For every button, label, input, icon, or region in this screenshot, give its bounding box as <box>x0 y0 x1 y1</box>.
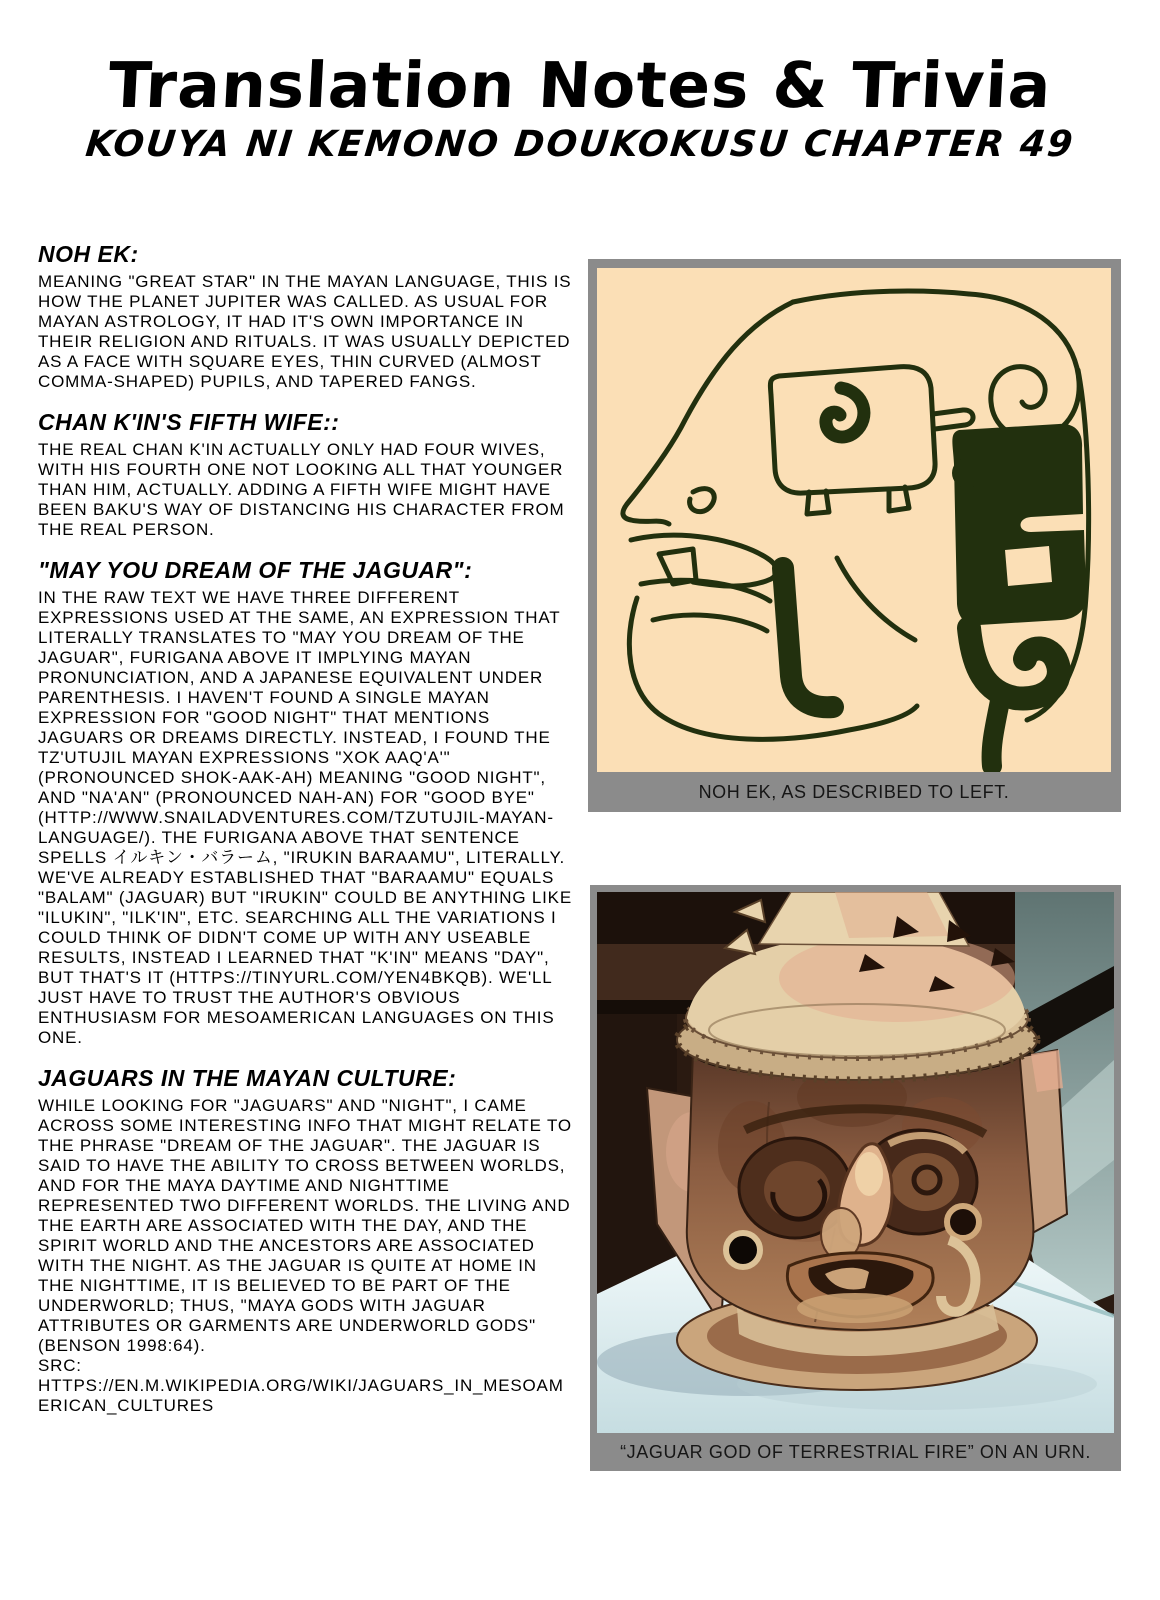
page-title: Translation Notes & Trivia <box>106 49 1054 123</box>
note-paragraph: WHILE LOOKING FOR "JAGUARS" AND "NIGHT", I CAME ACROSS SOME INTERESTING INFO THAT MIGHT RELATE TO THE PHRASE "DREAM OF THE JAGUAR". THE JAGUAR IS SAID TO HAVE THE ABILITY TO CROSS BETWEEN WORLDS, AND FOR THE MAYA DAYTIME AND NIGHTTIME REPRESENTED TWO DIFFERENT WORLDS. THE LIVING AND THE EARTH ARE ASSOCIATED WITH THE DAY, AND THE SPIRIT WORLD AND THE ANCESTORS ARE ASSOCIATED WITH THE NIGHT. AS THE JAGUAR IS QUITE AT HOME IN THE NIGHTTIME, IT IS BELIEVED TO BE PART OF THE UNDERWORLD; THUS, "MAYA GODS WITH JAGUAR ATTRIBUTES OR GARMENTS ARE UNDERWORLD GODS" (BENSON 1998:64). <box>38 1096 572 1355</box>
figure-urn <box>590 885 1121 1471</box>
note-heading: JAGUARS IN THE MAYAN CULTURE: <box>38 1065 457 1091</box>
page-subtitle: KOUYA NI KEMONO DOUKOKUSU CHAPTER 49 <box>83 123 1077 165</box>
figure-caption-urn: “JAGUAR GOD OF TERRESTRIAL FIRE” ON AN URN. <box>620 1441 1091 1462</box>
note-body <box>38 588 575 1048</box>
note-body <box>38 440 575 540</box>
note-paragraph: MEANING "GREAT STAR" IN THE MAYAN LANGUAGE, THIS IS HOW THE PLANET JUPITER WAS CALLED. AS USUAL FOR MAYAN ASTROLOGY, IT HAD IT'S OWN IMPORTANCE IN THEIR RELIGION AND RITUALS. IT WAS USUALLY DEPICTED AS A FACE WITH SQUARE EYES, THIN CURVED (ALMOST COMMA-SHAPED) PUPILS, AND TAPERED FANGS. <box>38 272 572 391</box>
note-heading: NOH EK: <box>38 241 139 267</box>
note-heading: "MAY YOU DREAM OF THE JAGUAR": <box>38 557 473 583</box>
note-paragraph: SRC: HTTPS://EN.M.WIKIPEDIA.ORG/WIKI/JAGUARS_IN_MESOAMERICAN_CULTURES <box>38 1356 564 1415</box>
figure-noh-ek <box>588 259 1121 812</box>
urn-photo-image <box>597 892 1114 1433</box>
note-body <box>38 1096 575 1416</box>
note-section <box>38 240 575 392</box>
note-section <box>38 556 575 1048</box>
note-paragraph: IN THE RAW TEXT WE HAVE THREE DIFFERENT EXPRESSIONS USED AT THE SAME, AN EXPRESSION THAT LITERALLY TRANSLATES TO "MAY YOU DREAM OF THE JAGUAR", FURIGANA ABOVE IT IMPLYING MAYAN PRONUNCIATION, AND A JAPANESE EQUIVALENT UNDER PARENTHESIS. I HAVEN'T FOUND A SINGLE MAYAN EXPRESSION FOR "GOOD NIGHT" THAT MENTIONS JAGUARS OR DREAMS DIRECTLY. INSTEAD, I FOUND THE TZ'UTUJIL MAYAN EXPRESSIONS "XOK AAQ'A'" (PRONOUNCED SHOK-AAK-AH) MEANING "GOOD NIGHT", AND "NA'AN" (PRONOUNCED NAH-AN) FOR "GOOD BYE" (HTTP://WWW.SNAILADVENTURES.COM/TZUTUJIL-MAYAN-LANGUAGE/). THE FURIGANA ABOVE THAT SENTENCE SPELLS イルキン・バラーム, "IRUKIN BARAAMU", LITERALLY. WE'VE ALREADY ESTABLISHED THAT "BARAAMU" EQUALS "BALAM" (JAGUAR) BUT "IRUKIN" COULD BE ANYTHING LIKE "ILUKIN", "ILK'IN", ETC. SEARCHING ALL THE VARIATIONS I COULD THINK OF DIDN'T COME UP WITH ANY USEABLE RESULTS, INSTEAD I LEARNED THAT "K'IN" MEANS "DAY", BUT THAT'S IT (HTTPS://TINYURL.COM/YEN4BKQB). WE'LL JUST HAVE TO TRUST THE AUTHOR'S OBVIOUS ENTHUSIASM FOR MESOAMERICAN LANGUAGES ON THIS ONE. <box>38 588 572 1047</box>
figure-caption-noh-ek: NOH EK, AS DESCRIBED TO LEFT. <box>698 781 1010 802</box>
note-section <box>38 408 575 540</box>
note-body <box>38 272 575 392</box>
noh-ek-glyph-image <box>597 268 1111 772</box>
note-section <box>38 1064 575 1416</box>
note-paragraph: THE REAL CHAN K'IN ACTUALLY ONLY HAD FOUR WIVES, WITH HIS FOURTH ONE NOT LOOKING ALL THAT YOUNGER THAN HIM, ACTUALLY. ADDING A FIFTH WIFE MIGHT HAVE BEEN BAKU'S WAY OF DISTANCING HIS CHARACTER FROM THE REAL PERSON. <box>38 440 565 539</box>
note-heading: CHAN K'IN'S FIFTH WIFE:: <box>38 409 340 435</box>
notes-column <box>38 240 575 1432</box>
